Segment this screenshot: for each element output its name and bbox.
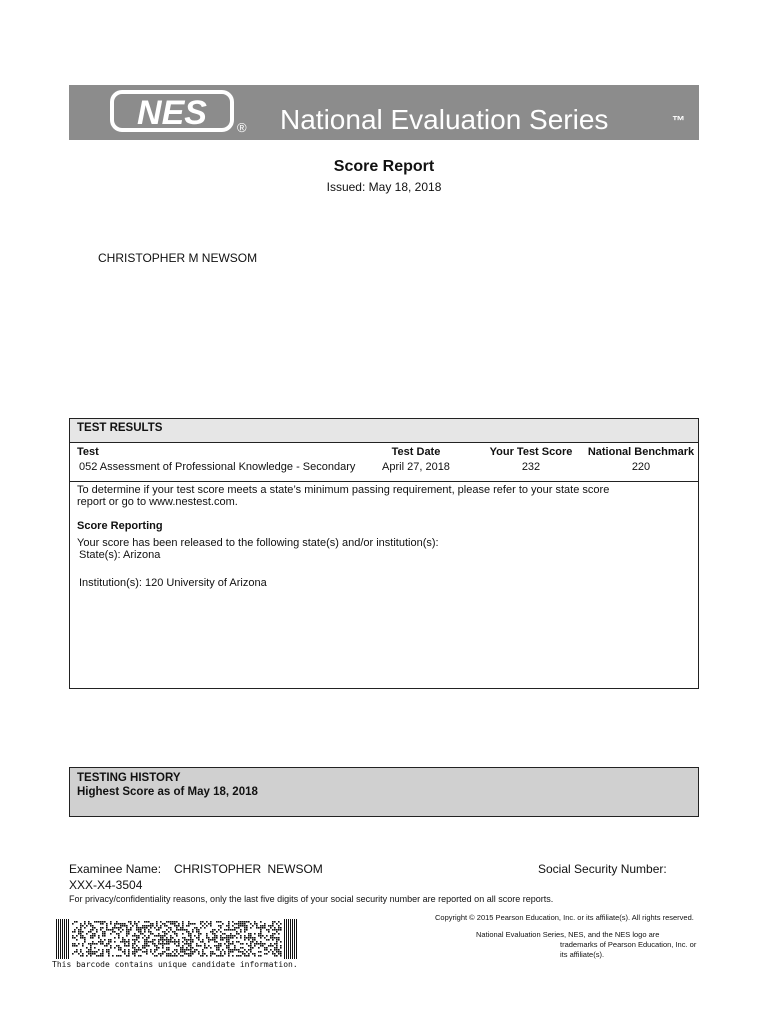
column-header-benchmark: National Benchmark — [587, 446, 695, 458]
note-line-1: To determine if your test score meets a state’s minimum passing requirement, please refer to your state score — [77, 484, 610, 496]
divider — [70, 481, 698, 482]
ssn-label: Social Security Number: — [538, 862, 667, 876]
issued-date: Issued: May 18, 2018 — [326, 180, 442, 194]
reported-institutions: Institution(s): 120 University of Arizona — [79, 577, 267, 589]
column-header-test: Test — [77, 446, 99, 458]
report-title: Score Report — [333, 158, 435, 175]
ssn-value: XXX-X4-3504 — [69, 878, 143, 892]
candidate-name: CHRISTOPHER M NEWSOM — [98, 251, 258, 265]
result-test-name: 052 Assessment of Professional Knowledge - Secondary — [79, 461, 356, 473]
test-results-box — [69, 418, 699, 689]
trademark-notice — [476, 930, 726, 960]
barcode — [56, 919, 298, 959]
examinee-name: CHRISTOPHER NEWSOM — [174, 862, 323, 876]
result-benchmark: 220 — [631, 461, 651, 473]
score-reporting-title: Score Reporting — [77, 520, 163, 532]
examinee-label: Examinee Name: — [69, 862, 162, 876]
trademark-line-1: National Evaluation Series, NES, and the NES logo are — [476, 930, 660, 939]
score-reporting-line: Your score has been released to the following state(s) and/or institution(s): — [77, 537, 439, 549]
registered-mark: ® — [237, 120, 247, 135]
barcode-caption: This barcode contains unique candidate information. — [52, 960, 298, 969]
nes-logo — [108, 88, 236, 134]
testing-history-title — [77, 771, 258, 799]
test-results-title: TEST RESULTS — [77, 422, 163, 434]
svg-text:NES: NES — [137, 94, 207, 132]
trademark-line-3: its affiliate(s). — [560, 950, 605, 959]
copyright-notice: Copyright © 2015 Pearson Education, Inc. or its affiliate(s). All rights reserved. — [435, 913, 694, 922]
testing-history-subtitle: Highest Score as of May 18, 2018 — [77, 786, 258, 798]
test-results-header — [70, 419, 698, 443]
result-score: 232 — [521, 461, 541, 473]
note-line-2: report or go to www.nestest.com. — [77, 496, 238, 508]
reported-states: State(s): Arizona — [79, 549, 161, 561]
testing-history-heading: TESTING HISTORY — [77, 772, 181, 784]
column-header-test-date: Test Date — [391, 446, 441, 458]
result-test-date: April 27, 2018 — [382, 461, 450, 473]
trademark-line-2: trademarks of Pearson Education, Inc. or — [560, 940, 697, 949]
series-title: National Evaluation Series — [280, 104, 609, 135]
trademark-mark: ™ — [672, 113, 685, 128]
privacy-note: For privacy/confidentiality reasons, only the last five digits of your social security number are reported on all score reports. — [69, 894, 554, 904]
column-header-your-score: Your Test Score — [489, 446, 573, 458]
